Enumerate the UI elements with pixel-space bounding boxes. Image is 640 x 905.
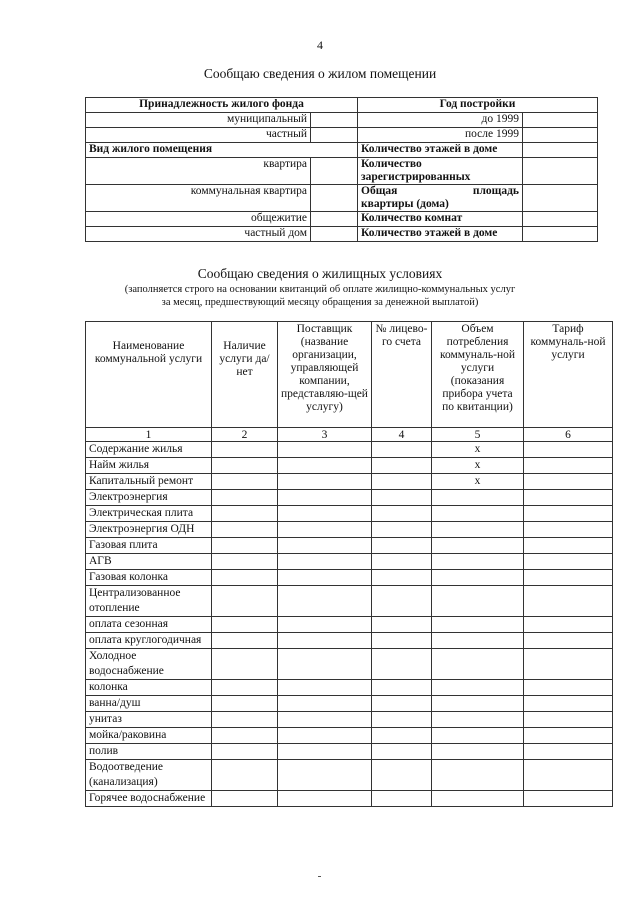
volume-cell[interactable]: х [432, 458, 524, 474]
tariff-cell[interactable] [524, 458, 613, 474]
service-name: Централизованное отопление [86, 586, 212, 617]
availability-cell[interactable] [212, 586, 278, 617]
table-row [86, 506, 613, 522]
utilities-table [85, 321, 613, 807]
table-row [86, 712, 613, 728]
type-dormitory: общежитие [86, 212, 311, 227]
account-cell[interactable] [372, 760, 432, 791]
registered-label-line1: Количество [361, 158, 422, 170]
col-header-supplier: Поставщик (название организации, управляющей компании, представляю-щей услугу) [278, 322, 372, 428]
service-name: Водоотведение (канализация) [86, 760, 212, 791]
account-cell[interactable] [372, 696, 432, 712]
account-cell[interactable] [372, 554, 432, 570]
account-cell[interactable] [372, 680, 432, 696]
type-private-house-cell[interactable] [311, 227, 358, 242]
service-name: Газовая плита [86, 538, 212, 554]
col-header-tariff: Тариф коммуналь-ной услуги [524, 322, 613, 428]
page-number: 4 [317, 38, 323, 52]
col-header-volume: Объем потребления коммуналь-ной услуги (показания прибора учета по квитанции) [432, 322, 524, 428]
housing-info-table [85, 97, 598, 242]
tariff-cell[interactable] [524, 728, 613, 744]
table-row [86, 538, 613, 554]
tariff-cell[interactable] [524, 617, 613, 633]
volume-cell[interactable]: х [432, 474, 524, 490]
volume-cell[interactable]: х [432, 442, 524, 458]
utility-rows [86, 442, 613, 807]
col-number-3: 3 [278, 428, 372, 442]
account-cell[interactable] [372, 744, 432, 760]
tariff-cell[interactable] [524, 474, 613, 490]
tariff-cell[interactable] [524, 554, 613, 570]
supplier-cell[interactable] [278, 680, 372, 696]
availability-cell[interactable] [212, 649, 278, 680]
account-cell[interactable] [372, 633, 432, 649]
service-name: колонка [86, 680, 212, 696]
supplier-cell[interactable] [278, 649, 372, 680]
floors-label-2: Количество этажей в доме [358, 227, 523, 242]
volume-cell[interactable] [432, 791, 524, 807]
floors-label: Количество этажей в доме [358, 143, 523, 158]
table-row [86, 474, 613, 490]
availability-cell[interactable] [212, 490, 278, 506]
supplier-cell[interactable] [278, 617, 372, 633]
account-cell[interactable] [372, 490, 432, 506]
rooms-cell[interactable] [523, 212, 598, 227]
table-row [86, 490, 613, 506]
year-after-1999: после 1999 [358, 128, 523, 143]
year-after-1999-cell[interactable] [523, 128, 598, 143]
tariff-cell[interactable] [524, 791, 613, 807]
supplier-cell[interactable] [278, 728, 372, 744]
service-name: унитаз [86, 712, 212, 728]
account-cell[interactable] [372, 649, 432, 680]
registered-cell[interactable] [523, 158, 598, 185]
rooms-label: Количество комнат [358, 212, 523, 227]
account-cell[interactable] [372, 712, 432, 728]
supplier-cell[interactable] [278, 554, 372, 570]
account-cell[interactable] [372, 570, 432, 586]
service-name: полив [86, 744, 212, 760]
table-row [86, 522, 613, 538]
type-communal: коммунальная квартира [86, 185, 311, 212]
type-dormitory-cell[interactable] [311, 212, 358, 227]
ownership-private-cell[interactable] [311, 128, 358, 143]
conditions-subtitle-line1: (заполняется строго на основании квитанций об оплате жилищно-коммунальных услуг [124, 284, 516, 295]
table-row [86, 696, 613, 712]
availability-cell[interactable] [212, 538, 278, 554]
availability-cell[interactable] [212, 474, 278, 490]
availability-cell[interactable] [212, 712, 278, 728]
col-header-service-name: Наименование коммунальной услуги [86, 322, 212, 428]
volume-cell[interactable] [432, 696, 524, 712]
table-row [86, 680, 613, 696]
table-row [86, 760, 613, 791]
supplier-cell[interactable] [278, 522, 372, 538]
supplier-cell[interactable] [278, 474, 372, 490]
registered-label-line2: зарегистрированных [361, 171, 471, 183]
ownership-municipal: муниципальный [86, 113, 311, 128]
tariff-cell[interactable] [524, 744, 613, 760]
volume-cell[interactable] [432, 649, 524, 680]
volume-cell[interactable] [432, 744, 524, 760]
table-row [86, 617, 613, 633]
tariff-cell[interactable] [524, 570, 613, 586]
table-row [86, 570, 613, 586]
ownership-header: Принадлежность жилого фонда [86, 98, 358, 113]
type-header: Вид жилого помещения [86, 143, 358, 158]
service-name: Содержание жилья [86, 442, 212, 458]
account-cell[interactable] [372, 728, 432, 744]
volume-cell[interactable] [432, 728, 524, 744]
area-label-word1: Общая [361, 185, 398, 197]
availability-cell[interactable] [212, 728, 278, 744]
availability-cell[interactable] [212, 458, 278, 474]
availability-cell[interactable] [212, 522, 278, 538]
availability-cell[interactable] [212, 633, 278, 649]
col-number-5: 5 [432, 428, 524, 442]
table-row [86, 728, 613, 744]
availability-cell[interactable] [212, 696, 278, 712]
service-name: оплата сезонная [86, 617, 212, 633]
tariff-cell[interactable] [524, 696, 613, 712]
supplier-cell[interactable] [278, 712, 372, 728]
area-label-line2: квартиры (дома) [361, 198, 449, 210]
table-row [86, 791, 613, 807]
volume-cell[interactable] [432, 712, 524, 728]
supplier-cell[interactable] [278, 696, 372, 712]
service-name: Холодное водоснабжение [86, 649, 212, 680]
availability-cell[interactable] [212, 554, 278, 570]
page-mark [318, 876, 321, 877]
year-before-1999: до 1999 [358, 113, 523, 128]
volume-cell[interactable] [432, 554, 524, 570]
table-row [86, 458, 613, 474]
table-row [86, 442, 613, 458]
availability-cell[interactable] [212, 760, 278, 791]
year-header: Год постройки [358, 98, 598, 113]
col-header-account: № лицево-го счета [372, 322, 432, 428]
housing-section-title: Сообщаю сведения о жилом помещении [203, 66, 437, 81]
supplier-cell[interactable] [278, 744, 372, 760]
tariff-cell[interactable] [524, 633, 613, 649]
volume-cell[interactable] [432, 570, 524, 586]
service-name: Горячее водоснабжение [86, 791, 212, 807]
supplier-cell[interactable] [278, 570, 372, 586]
conditions-subtitle [120, 283, 520, 309]
table-row [86, 586, 613, 617]
supplier-cell[interactable] [278, 791, 372, 807]
volume-cell[interactable] [432, 522, 524, 538]
account-cell[interactable] [372, 586, 432, 617]
service-name: мойка/раковина [86, 728, 212, 744]
account-cell[interactable] [372, 538, 432, 554]
volume-cell[interactable] [432, 633, 524, 649]
account-cell[interactable] [372, 442, 432, 458]
table-row [86, 744, 613, 760]
volume-cell[interactable] [432, 538, 524, 554]
supplier-cell[interactable] [278, 586, 372, 617]
tariff-cell[interactable] [524, 760, 613, 791]
volume-cell[interactable] [432, 617, 524, 633]
availability-cell[interactable] [212, 442, 278, 458]
supplier-cell[interactable] [278, 458, 372, 474]
tariff-cell[interactable] [524, 506, 613, 522]
area-cell[interactable] [523, 185, 598, 212]
service-name: ванна/душ [86, 696, 212, 712]
supplier-cell[interactable] [278, 506, 372, 522]
conditions-subtitle-line2: за месяц, предшествующий месяцу обращения за денежной выплатой) [161, 297, 479, 308]
service-name: Газовая колонка [86, 570, 212, 586]
type-apartment-cell[interactable] [311, 158, 358, 185]
supplier-cell[interactable] [278, 760, 372, 791]
supplier-cell[interactable] [278, 633, 372, 649]
service-name: Электрическая плита [86, 506, 212, 522]
tariff-cell[interactable] [524, 538, 613, 554]
col-number-4: 4 [372, 428, 432, 442]
type-apartment: квартира [86, 158, 311, 185]
year-before-1999-cell[interactable] [523, 113, 598, 128]
supplier-cell[interactable] [278, 490, 372, 506]
floors-cell-2[interactable] [523, 227, 598, 242]
service-name: АГВ [86, 554, 212, 570]
tariff-cell[interactable] [524, 649, 613, 680]
volume-cell[interactable] [432, 490, 524, 506]
account-cell[interactable] [372, 617, 432, 633]
tariff-cell[interactable] [524, 586, 613, 617]
conditions-section-title: Сообщаю сведения о жилищных условиях [197, 266, 443, 281]
availability-cell[interactable] [212, 791, 278, 807]
service-name: Электроэнергия ОДН [86, 522, 212, 538]
tariff-cell[interactable] [524, 712, 613, 728]
ownership-municipal-cell[interactable] [311, 113, 358, 128]
account-cell[interactable] [372, 791, 432, 807]
availability-cell[interactable] [212, 617, 278, 633]
service-name: Найм жилья [86, 458, 212, 474]
col-number-6: 6 [524, 428, 613, 442]
account-cell[interactable] [372, 458, 432, 474]
area-label [358, 185, 523, 212]
area-label-word2: площадь [472, 185, 519, 197]
col-header-availability: Наличие услуги да/нет [212, 322, 278, 428]
table-row [86, 554, 613, 570]
volume-cell[interactable] [432, 680, 524, 696]
account-cell[interactable] [372, 506, 432, 522]
supplier-cell[interactable] [278, 538, 372, 554]
type-private-house: частный дом [86, 227, 311, 242]
tariff-cell[interactable] [524, 490, 613, 506]
service-name: оплата круглогодичная [86, 633, 212, 649]
col-number-2: 2 [212, 428, 278, 442]
volume-cell[interactable] [432, 506, 524, 522]
service-name: Капитальный ремонт [86, 474, 212, 490]
tariff-cell[interactable] [524, 522, 613, 538]
floors-cell[interactable] [523, 143, 598, 158]
volume-cell[interactable] [432, 760, 524, 791]
supplier-cell[interactable] [278, 442, 372, 458]
account-cell[interactable] [372, 522, 432, 538]
table-row [86, 633, 613, 649]
service-name: Электроэнергия [86, 490, 212, 506]
availability-cell[interactable] [212, 744, 278, 760]
ownership-private: частный [86, 128, 311, 143]
type-communal-cell[interactable] [311, 185, 358, 212]
tariff-cell[interactable] [524, 680, 613, 696]
table-row [86, 649, 613, 680]
availability-cell[interactable] [212, 506, 278, 522]
account-cell[interactable] [372, 474, 432, 490]
availability-cell[interactable] [212, 570, 278, 586]
volume-cell[interactable] [432, 586, 524, 617]
availability-cell[interactable] [212, 680, 278, 696]
tariff-cell[interactable] [524, 442, 613, 458]
registered-label [358, 158, 523, 185]
col-number-1: 1 [86, 428, 212, 442]
